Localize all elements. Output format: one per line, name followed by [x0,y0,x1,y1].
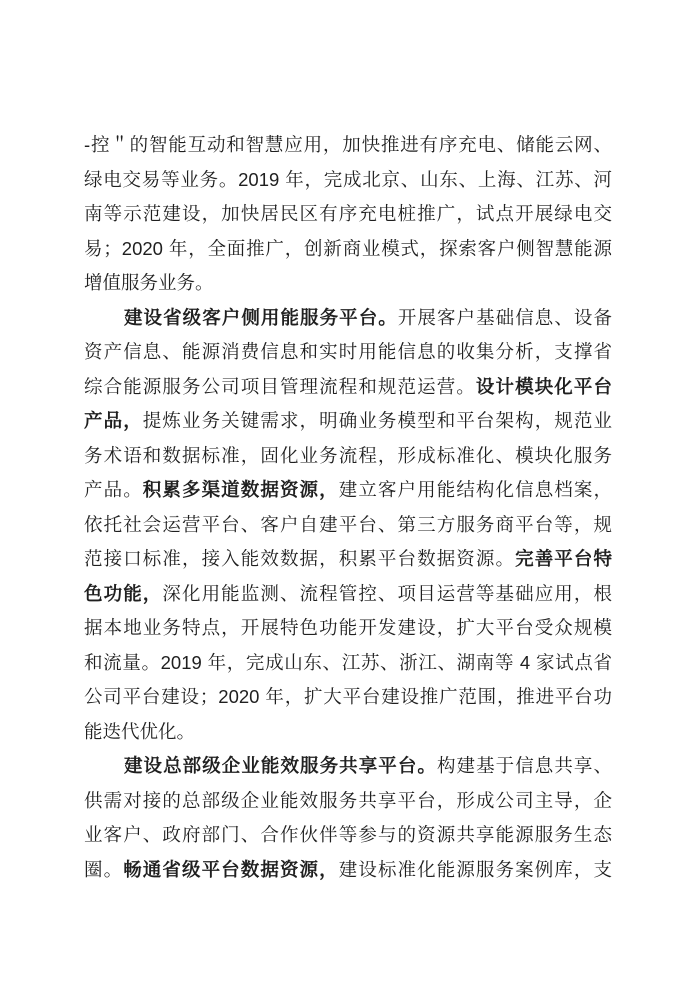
text-run: 业客户、政府部门、合作伙伴等参与的资源共享能源服务生态 [84,824,612,845]
document-body [84,128,612,887]
text-run: 资产信息、能源消费信息和实时用能信息的收集分析，支撑省 [84,341,612,362]
text-line [84,611,612,646]
text-run: 能迭代优化。 [84,720,196,742]
text-line [84,128,612,163]
text-run: 建立客户用能结构化信息档案， [338,479,612,500]
text-line [84,508,612,543]
text-line [84,232,612,267]
text-run: 构建基于信息共享、 [436,755,612,776]
text-line [84,749,612,784]
bold-text-run: 设计模块化平台 [475,375,612,397]
bold-text-run: 完善平台特 [515,548,612,569]
text-run: 务术语和数据标准，固化业务流程，形成标准化、模块化服务 [84,444,612,466]
bold-text-run: 色功能， [84,582,163,604]
text-run: -控＂的智能互动和智慧应用，加快推进有序充电、储能云网、 [84,134,612,155]
text-line [84,542,612,577]
text-run: 开展客户基础信息、设备 [397,306,612,328]
bold-text-run: 畅通省级平台数据资源， [123,858,339,880]
text-line [84,335,612,370]
text-line [84,197,612,232]
text-line [84,473,612,508]
bold-text-run: 积累多渠道数据资源， [142,479,339,500]
text-run: 建设标准化能源服务案例库，支 [338,858,612,880]
text-run: 提炼业务关键需求，明确业务模型和平台架构，规范业 [142,410,612,431]
text-run: 绿电交易等业务。2019 年，完成北京、山东、上海、江苏、河 [84,168,612,190]
text-line [84,439,612,474]
text-run: 依托社会运营平台、客户自建平台、第三方服务商平台等，规 [84,513,612,535]
text-line [84,370,612,405]
bold-text-run: 建设省级客户侧用能服务平台。 [124,306,398,328]
text-line [84,577,612,612]
text-run: 范接口标准，接入能效数据，积累平台数据资源。 [84,548,516,569]
text-run: 易；2020 年，全面推广，创新商业模式，探索客户侧智慧能源 [84,237,612,259]
bold-text-run: 建设总部级企业能效服务共享平台。 [124,755,437,776]
text-run: 公司平台建设；2020 年，扩大平台建设推广范围，推进平台功 [84,686,612,707]
text-line [84,404,612,439]
text-run: 综合能源服务公司项目管理流程和规范运营。 [84,375,476,397]
text-line [84,680,612,715]
text-run: 圈。 [84,858,124,880]
text-line [84,301,612,336]
text-run: 产品。 [84,479,143,500]
text-line [84,266,612,301]
text-line [84,818,612,853]
text-line [84,784,612,819]
text-line [84,715,612,750]
text-run: 供需对接的总部级企业能效服务共享平台，形成公司主导，企 [84,789,612,811]
text-run: 据本地业务特点，开展特色功能开发建设，扩大平台受众规模 [84,617,612,638]
text-run: 和流量。2019 年，完成山东、江苏、浙江、湖南等 4 家试点省 [84,651,612,673]
text-run: 增值服务业务。 [84,272,214,293]
text-run: 深化用能监测、流程管控、项目运营等基础应用，根 [162,582,612,604]
bold-text-run: 产品， [84,410,143,431]
text-line [84,646,612,681]
text-line [84,163,612,198]
text-run: 南等示范建设，加快居民区有序充电桩推广，试点开展绿电交 [84,203,612,224]
text-line [84,853,612,888]
